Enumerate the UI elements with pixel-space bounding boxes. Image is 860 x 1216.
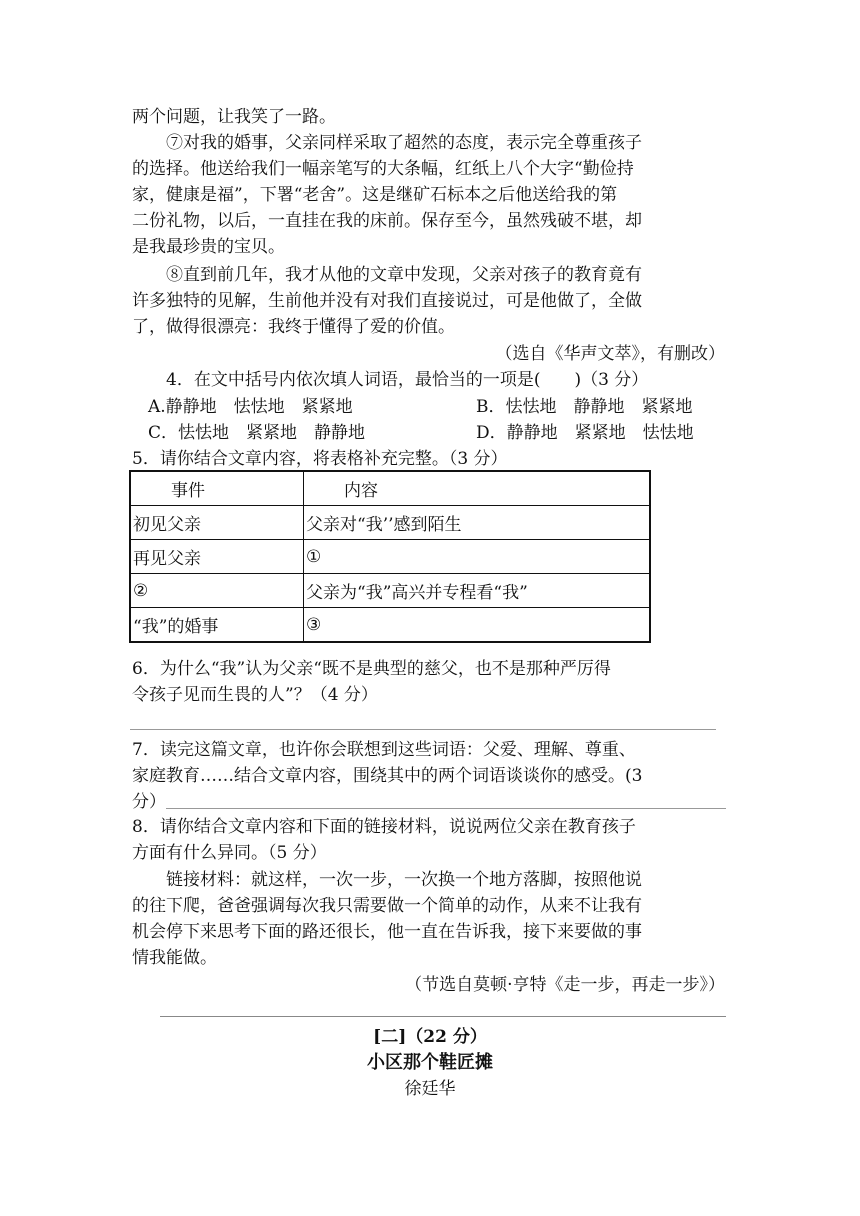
paragraph-line: ⑦对我的婚事，父亲同样采取了超然的态度，表示完全尊重孩子 (166, 133, 642, 153)
link-material-source: （节选自莫顿·亨特《走一步，再走一步》） (405, 975, 725, 995)
question-6-line: 令孩子见而生畏的人”？（4 分） (132, 685, 378, 705)
answer-line[interactable] (166, 808, 726, 809)
link-material-line: 链接材料：就这样，一次一步，一次换一个地方落脚，按照他说 (166, 870, 642, 890)
table-cell: “我”的婚事 (130, 608, 304, 643)
section-divider (160, 1016, 726, 1017)
answer-blank-2[interactable]: ② (130, 574, 304, 608)
answer-blank-3[interactable]: ③ (304, 608, 651, 643)
paragraph-line: 的选择。他送给我们一幅亲笔写的大条幅，红纸上八个大字“勤俭持 (132, 159, 634, 179)
option-a: A.静静地 怯怯地 紧紧地 (148, 397, 353, 417)
paragraph-line: 两个问题，让我笑了一路。 (132, 107, 336, 127)
source-citation: （选自《华声文萃》，有删改） (495, 344, 725, 364)
table-row (130, 608, 650, 643)
events-table (129, 470, 651, 643)
question-4-stem: 4．在文中括号内依次填人词语，最恰当的一项是( )（3 分） (166, 370, 649, 390)
answer-line[interactable] (130, 729, 716, 730)
table-row (130, 506, 650, 540)
question-6-line: 6．为什么“我”认为父亲“既不是典型的慈父，也不是那种严厉得 (132, 659, 611, 679)
table-cell: 再见父亲 (130, 540, 304, 574)
link-material-line: 情我能做。 (132, 948, 217, 968)
paragraph-line: 了，做得很漂亮：我终于懂得了爱的价值。 (132, 317, 455, 337)
header-event: 事件 (130, 471, 304, 506)
article-title: 小区那个鞋匠摊 (367, 1052, 493, 1073)
option-d: D．静静地 紧紧地 怯怯地 (476, 423, 694, 443)
table-header-row (130, 471, 650, 506)
paragraph-line: 许多独特的见解，生前他并没有对我们直接说过，可是他做了，全做 (132, 291, 642, 311)
table-cell: 父亲为“我”高兴并专程看“我” (304, 574, 651, 608)
question-8-line: 方面有什么异同。（5 分） (132, 843, 327, 863)
question-5-stem: 5．请你结合文章内容，将表格补充完整。（3 分） (132, 449, 508, 469)
table-row (130, 574, 650, 608)
option-c: C．怯怯地 紧紧地 静静地 (148, 423, 366, 443)
paragraph-line: 二份礼物，以后，一直挂在我的床前。保存至今，虽然残破不堪，却 (132, 211, 642, 231)
paragraph-line: 是我最珍贵的宝贝。 (132, 237, 285, 257)
section-heading: [二]（22 分） (373, 1027, 487, 1047)
question-7-line: 分） (132, 792, 166, 812)
table-cell: 父亲对“我’’感到陌生 (304, 506, 651, 540)
link-material-line: 的往下爬，爸爸强调每次我只需要做一个简单的动作，从来不让我有 (132, 896, 642, 916)
article-author: 徐廷华 (404, 1079, 456, 1099)
option-b: B．怯怯地 静静地 紧紧地 (476, 397, 693, 417)
question-7-line: 7．读完这篇文章，也许你会联想到这些词语：父爱、理解、尊重、 (132, 740, 636, 760)
paragraph-line: 家，健康是福”，下署“老舍”。这是继矿石标本之后他送给我的第 (132, 185, 618, 205)
question-7-line: 家庭教育……结合文章内容，围绕其中的两个词语谈谈你的感受。(3 (132, 766, 643, 786)
table-cell: 初见父亲 (130, 506, 304, 540)
header-content: 内容 (304, 471, 651, 506)
paragraph-line: ⑧直到前几年，我才从他的文章中发现，父亲对孩子的教育竟有 (166, 265, 642, 285)
answer-blank-1[interactable]: ① (304, 540, 651, 574)
table-row (130, 540, 650, 574)
link-material-line: 机会停下来思考下面的路还很长，他一直在告诉我，接下来要做的事 (132, 922, 642, 942)
question-8-line: 8．请你结合文章内容和下面的链接材料，说说两位父亲在教育孩子 (132, 817, 636, 837)
